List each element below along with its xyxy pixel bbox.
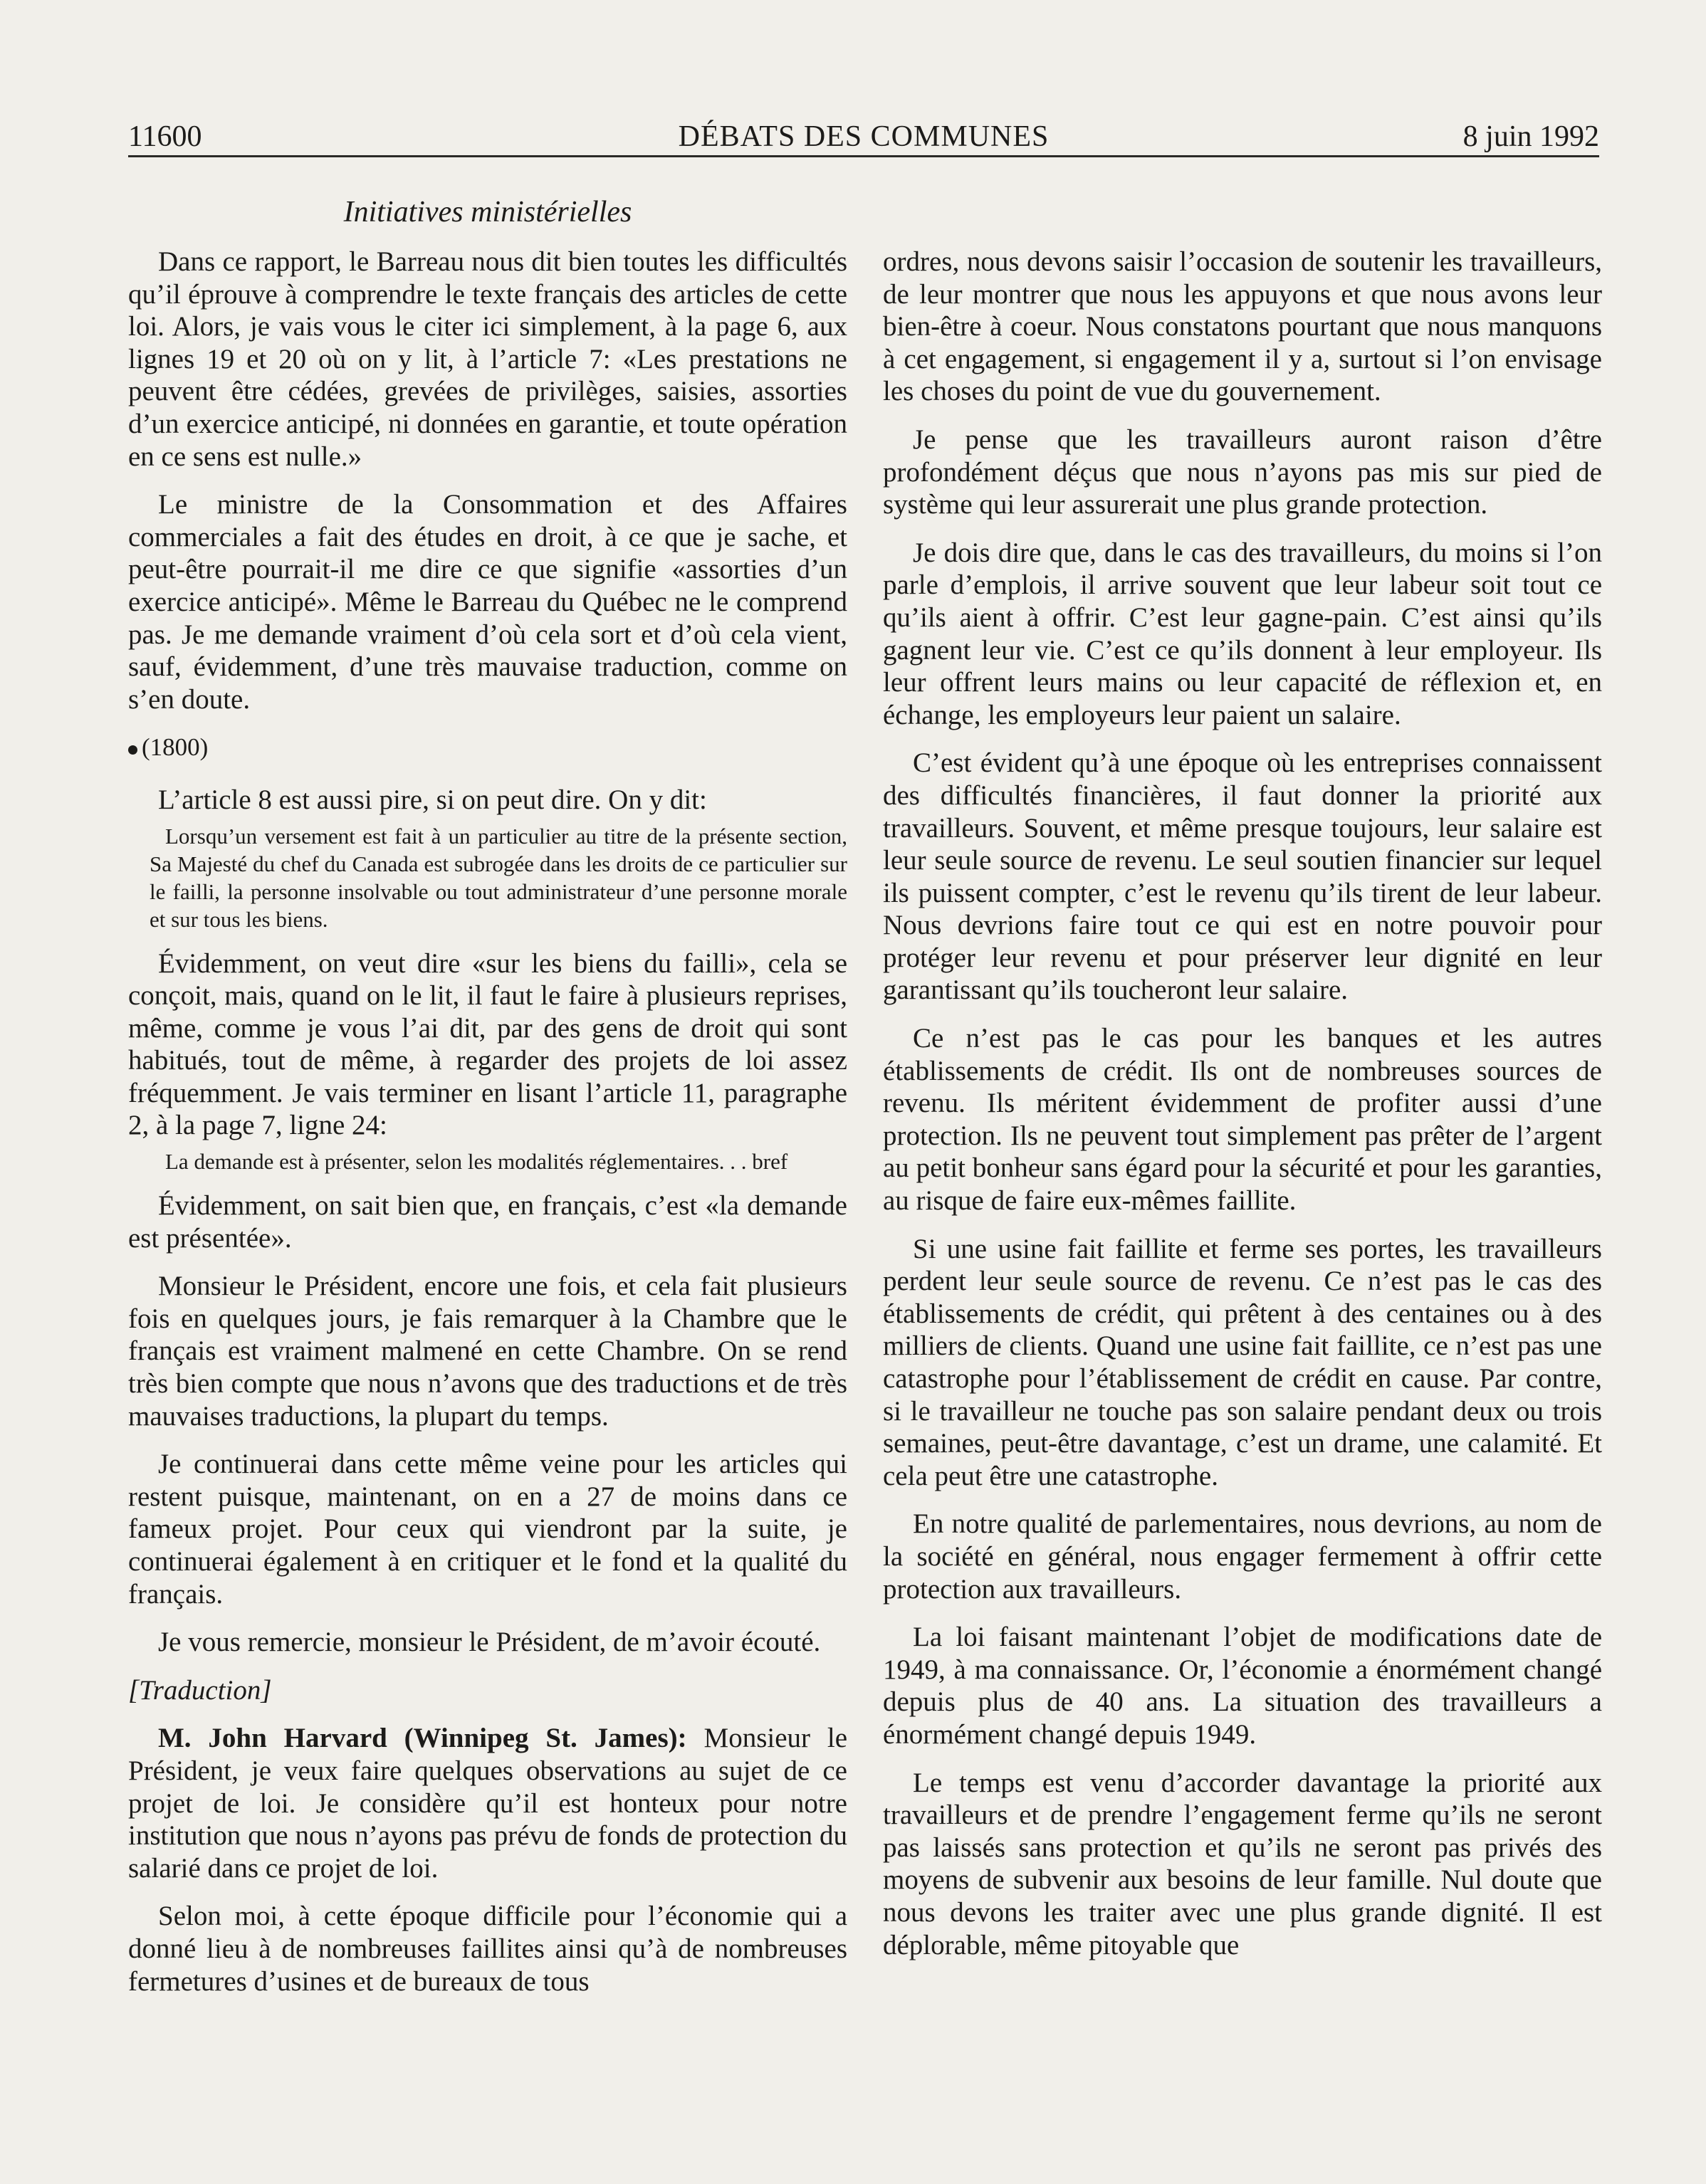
paragraph: Ce n’est pas le cas pour les banques et les autres établissements de crédit. Ils ont de nombreuses sources de revenu. Ils méritent évidemment de profiter aussi d’une protection. Ils ne peuvent tout simplement pas prêter de l’argent au petit bonheur sans égard pour la sécurité et pour les garanties, au risque de faire eux-mêmes faillite. [883, 1023, 1602, 1217]
paragraph: Si une usine fait faillite et ferme ses portes, les travailleurs perdent leur seule source de revenu. Ce n’est pas le cas des établissements de crédit, qui prêtent à des centaines ou à des milliers de clients. Quand une usine fait faillite, ce n’est pas une catastrophe pour l’établissement de crédit en cause. Par contre, si le travailleur ne touche pas son salaire pendant deux ou trois semaines, peut-être davantage, c’est un drame, une calamité. Et cela peut être une catastrophe. [883, 1233, 1602, 1491]
right-column [883, 246, 1602, 1961]
paragraph: En notre qualité de parlementaires, nous devrions, au nom de la société en général, nous engager fermement à offrir cette protection aux travailleurs. [883, 1508, 1602, 1605]
paragraph: Dans ce rapport, le Barreau nous dit bien toutes les difficultés qu’il éprouve à comprendre le texte français des articles de cette loi. Alors, je vais vous le citer ici simplement, à la page 6, aux lignes 19 et 20 où on y lit, à l’article 7: «Les prestations ne peuvent être cédées, grevées de privilèges, saisies, assorties d’un exercice anticipé, ni données en garantie, et toute opération en ce sens est nulle.» [128, 246, 847, 472]
header-rule [128, 155, 1599, 157]
left-column [128, 246, 847, 1997]
publication-date: 8 juin 1992 [1462, 120, 1599, 153]
section-title: Initiatives ministérielles [343, 196, 632, 229]
block-quote-text: La demande est à présenter, selon les modalités réglementaires. . . bref [165, 1149, 788, 1175]
paragraph: Je dois dire que, dans le cas des travailleurs, du moins si l’on parle d’emplois, il arrive souvent que leur labeur soit tout ce qu’ils aient à offrir. C’est leur gagne-pain. C’est ainsi qu’ils gagnent leur vie. C’est ce qu’ils donnent à leur employeur. Ils leur offrent leurs mains ou leur capacité de réflexion et, en échange, les employeurs leur paient un salaire. [883, 537, 1602, 730]
paragraph: ordres, nous devons saisir l’occasion de soutenir les travailleurs, de leur montrer que nous les appuyons et que nous avons leur bien-être à coeur. Nous constatons pourtant que nous manquons à cet engagement, si engagement il y a, surtout si l’on envisage les choses du point de vue du gouvernement. [883, 246, 1602, 407]
paragraph: Je continuerai dans cette même veine pour les articles qui restent puisque, maintenant, on en a 27 de moins dans ce fameux projet. Pour ceux qui viendront par la suite, je continuerai également à en critiquer et le fond et la qualité du français. [128, 1449, 847, 1610]
paragraph: Le ministre de la Consommation et des Affaires commerciales a fait des études en droit, à ce que je sache, et peut-être pourrait-il me dire ce que signifie «assorties d’un exercice anticipé». Même le Barreau du Québec ne le comprend pas. Je me demande vraiment d’où cela sort et d’où cela vient, sauf, évidemment, d’une très mauvaise traduction, comme on s’en doute. [128, 489, 847, 715]
time-marker-label: (1800) [142, 733, 209, 762]
page-number: 11600 [128, 120, 202, 153]
speaker-name: M. John Harvard (Winnipeg St. James): [158, 1723, 687, 1754]
paragraph: L’article 8 est aussi pire, si on peut dire. On y dit: [158, 784, 707, 815]
paragraph: Je vous remercie, monsieur le Président, de m’avoir écouté. [158, 1627, 821, 1658]
block-quote-text: Lorsqu’un versement est fait à un particulier au titre de la présente section, Sa Majesté du chef du Canada est subrogée dans les droits de ce particulier sur le failli, la personne insolvable ou tout administrateur d’une personne morale et sur tous les biens. [150, 823, 847, 932]
page-header [128, 115, 1599, 158]
paragraph: Selon moi, à cette époque difficile pour l’économie qui a donné lieu à de nombreuses faillites ainsi qu’à de nombreuses fermetures d’usines et de bureaux de tous [128, 1901, 847, 1997]
bullet-icon [128, 745, 137, 755]
paragraph: C’est évident qu’à une époque où les entreprises connaissent des difficultés financières, il faut donner la priorité aux travailleurs. Souvent, et même presque toujours, leur salaire est leur seule source de revenu. Le seul soutien financier sur lequel ils puissent compter, c’est le revenu qu’ils tirent de leur labeur. Nous devrions faire tout ce qui est en notre pouvoir pour protéger leur revenu et pour préserver leur dignité en leur garantissant qu’ils toucheront leur salaire. [883, 747, 1602, 1006]
block-quote [128, 1148, 847, 1175]
paragraph: Évidemment, on veut dire «sur les biens du failli», cela se conçoit, mais, quand on le lit, il faut le faire à plusieurs reprises, même, comme je vous l’ai dit, par des gens de droit qui sont habitués, tout de même, à regarder des projets de loi assez fréquemment. Je vais terminer en lisant l’article 11, paragraphe 2, à la page 7, ligne 24: [128, 947, 847, 1141]
paragraph: Je pense que les travailleurs auront raison d’être profondément déçus que nous n’ayons pas mis sur pied de système qui leur assurerait une plus grande protection. [883, 424, 1602, 520]
block-quote [128, 822, 847, 933]
time-marker [128, 731, 847, 764]
paragraph: Le temps est venu d’accorder davantage la priorité aux travailleurs et de prendre l’engagement ferme qu’ils ne seront pas laissés sans protection et qu’ils ne seront pas privés des moyens de subvenir aux besoins de leur famille. Nul doute que nous devons les traiter avec une plus grande dignité. Il est déplorable, même pitoyable que [883, 1767, 1602, 1960]
speaker-text: Monsieur le Président, je veux faire quelques observations au sujet de ce projet de loi. Je considère qu’il est honteux pour notre institution que nous n’ayons pas prévu de fonds de protection du salarié dans ce projet de loi. [128, 1723, 848, 1884]
paragraph: Monsieur le Président, encore une fois, et cela fait plusieurs fois en quelques jours, je fais remarquer à la Chambre que le français est vraiment malmené en cette Chambre. On se rend très bien compte que nous n’avons que des traductions et de très mauvaises traductions, la plupart du temps. [128, 1271, 847, 1432]
paragraph: La loi faisant maintenant l’objet de modifications date de 1949, à ma connaissance. Or, l’économie a énormément changé depuis plus de 40 ans. La situation des travailleurs a énormément changé depuis 1949. [883, 1622, 1602, 1750]
translation-tag: [Traduction] [128, 1674, 272, 1706]
speaker-paragraph [128, 1722, 847, 1884]
publication-title: DÉBATS DES COMMUNES [678, 120, 1050, 153]
paragraph: Évidemment, on sait bien que, en français, c’est «la demande est présentée». [128, 1190, 847, 1254]
